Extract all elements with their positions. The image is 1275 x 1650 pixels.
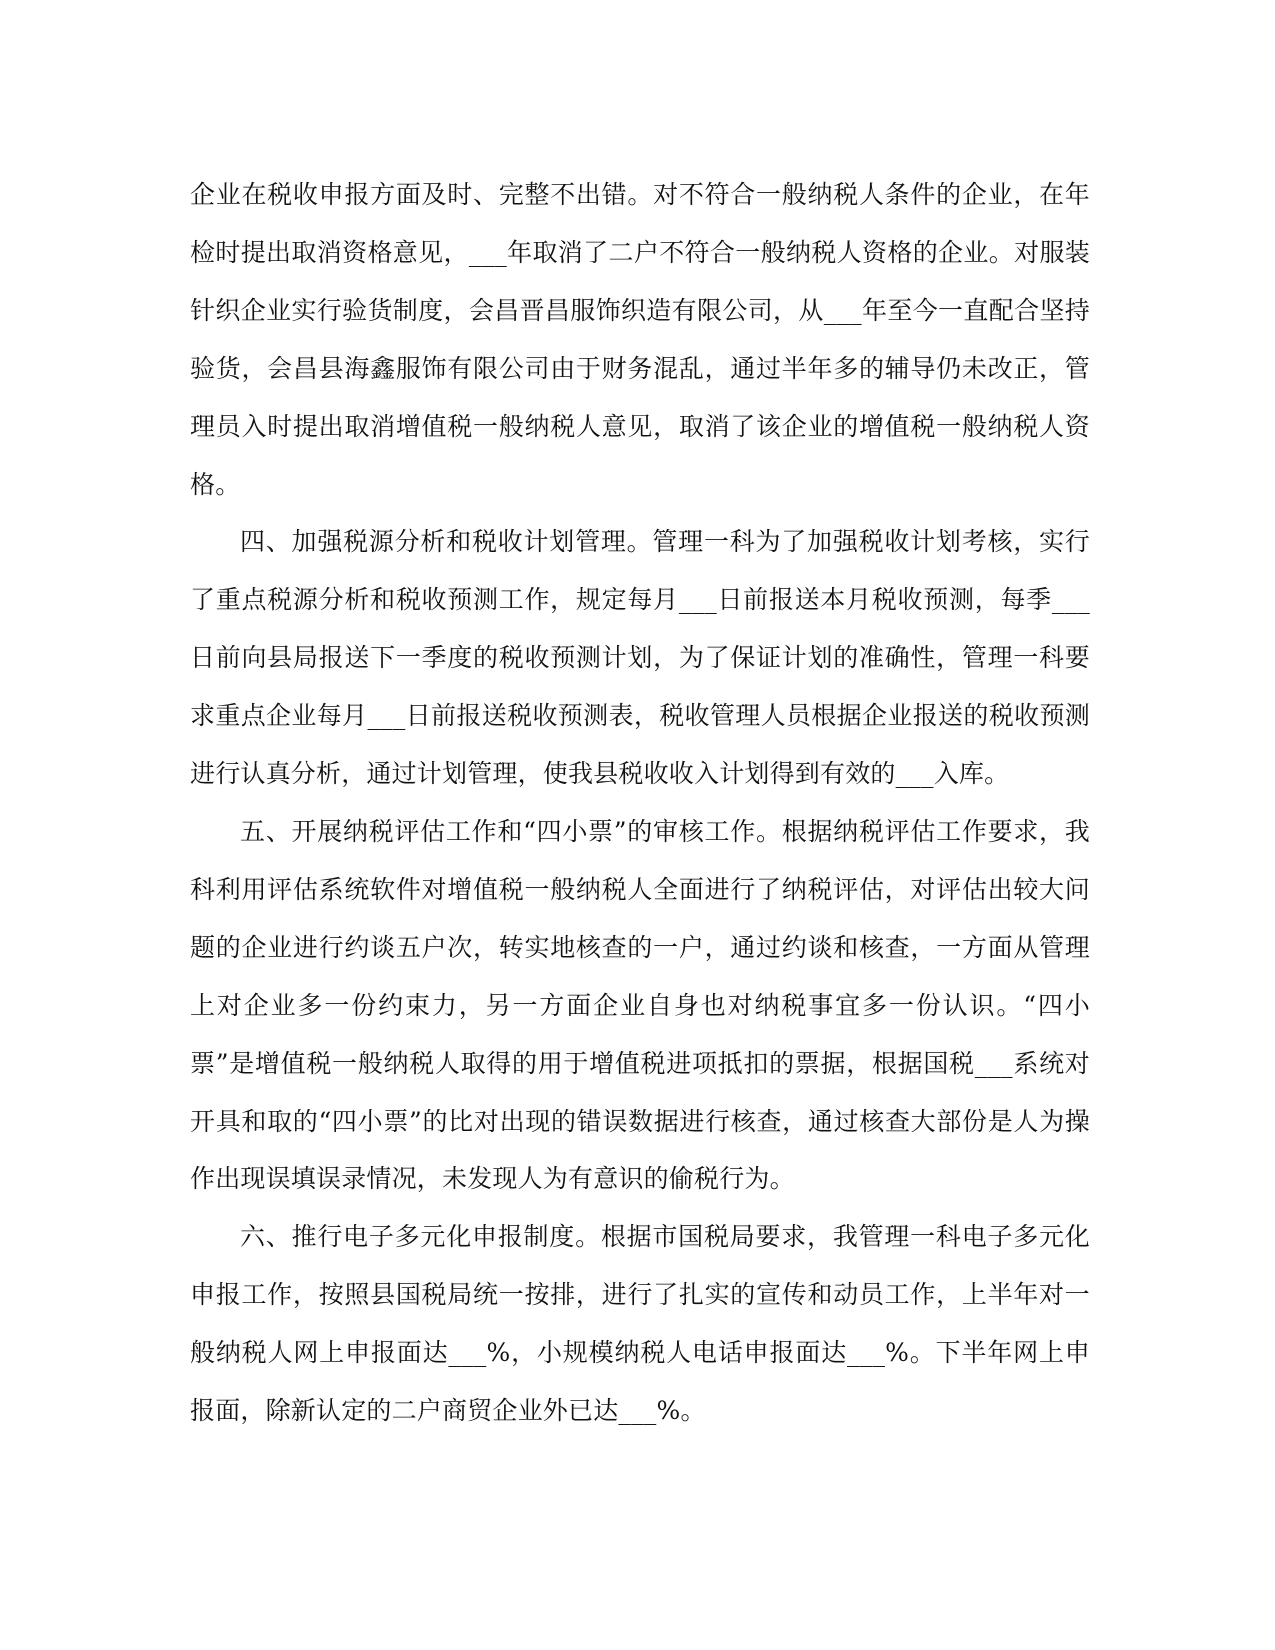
paragraph-section-five: 五、开展纳税评估工作和“四小票”的审核工作。根据纳税评估工作要求，我科利用评估系统软件对增值税一般纳税人全面进行了纳税评估，对评估出较大问题的企业进行约谈五户次，转实地核查的一户，通过约谈和核查，一方面从管理上对企业多一份约束力，另一方面企业自身也对纳税事宜多一份认识。“四小票”是增值税一般纳税人取得的用于增值税进项抵扣的票据，根据国税___系统对开具和取的“四小票”的比对出现的错误数据进行核查，通过核查大部份是人为操作出现误填误录情况，未发现人为有意识的偷税行为。: [190, 816, 1090, 1194]
paragraph-continuation: 企业在税收申报方面及时、完整不出错。对不符合一般纳税人条件的企业，在年检时提出取消资格意见，___年取消了二户不符合一般纳税人资格的企业。对服装针织企业实行验货制度，会昌晋昌服饰织造有限公司，从___年至今一直配合坚持验货，会昌县海鑫服饰有限公司由于财务混乱，通过半年多的辅导仍未改正，管理员入时提出取消增值税一般纳税人意见，取消了该企业的增值税一般纳税人资格。: [190, 180, 1090, 499]
document-body: [190, 166, 1090, 1440]
paragraph-section-six: 六、推行电子多元化申报制度。根据市国税局要求，我管理一科电子多元化申报工作，按照县国税局统一按排，进行了扎实的宣传和动员工作，上半年对一般纳税人网上申报面达___%，小规模纳税人电话申报面达___%。下半年网上申报面，除新认定的二户商贸企业外已达___%。: [190, 1222, 1090, 1426]
paragraph-section-four: 四、加强税源分析和税收计划管理。管理一科为了加强税收计划考核，实行了重点税源分析和税收预测工作，规定每月___日前报送本月税收预测，每季___日前向县局报送下一季度的税收预测计划，为了保证计划的准确性，管理一科要求重点企业每月___日前报送税收预测表，税收管理人员根据企业报送的税收预测进行认真分析，通过计划管理，使我县税收收入计划得到有效的___入库。: [190, 527, 1090, 789]
